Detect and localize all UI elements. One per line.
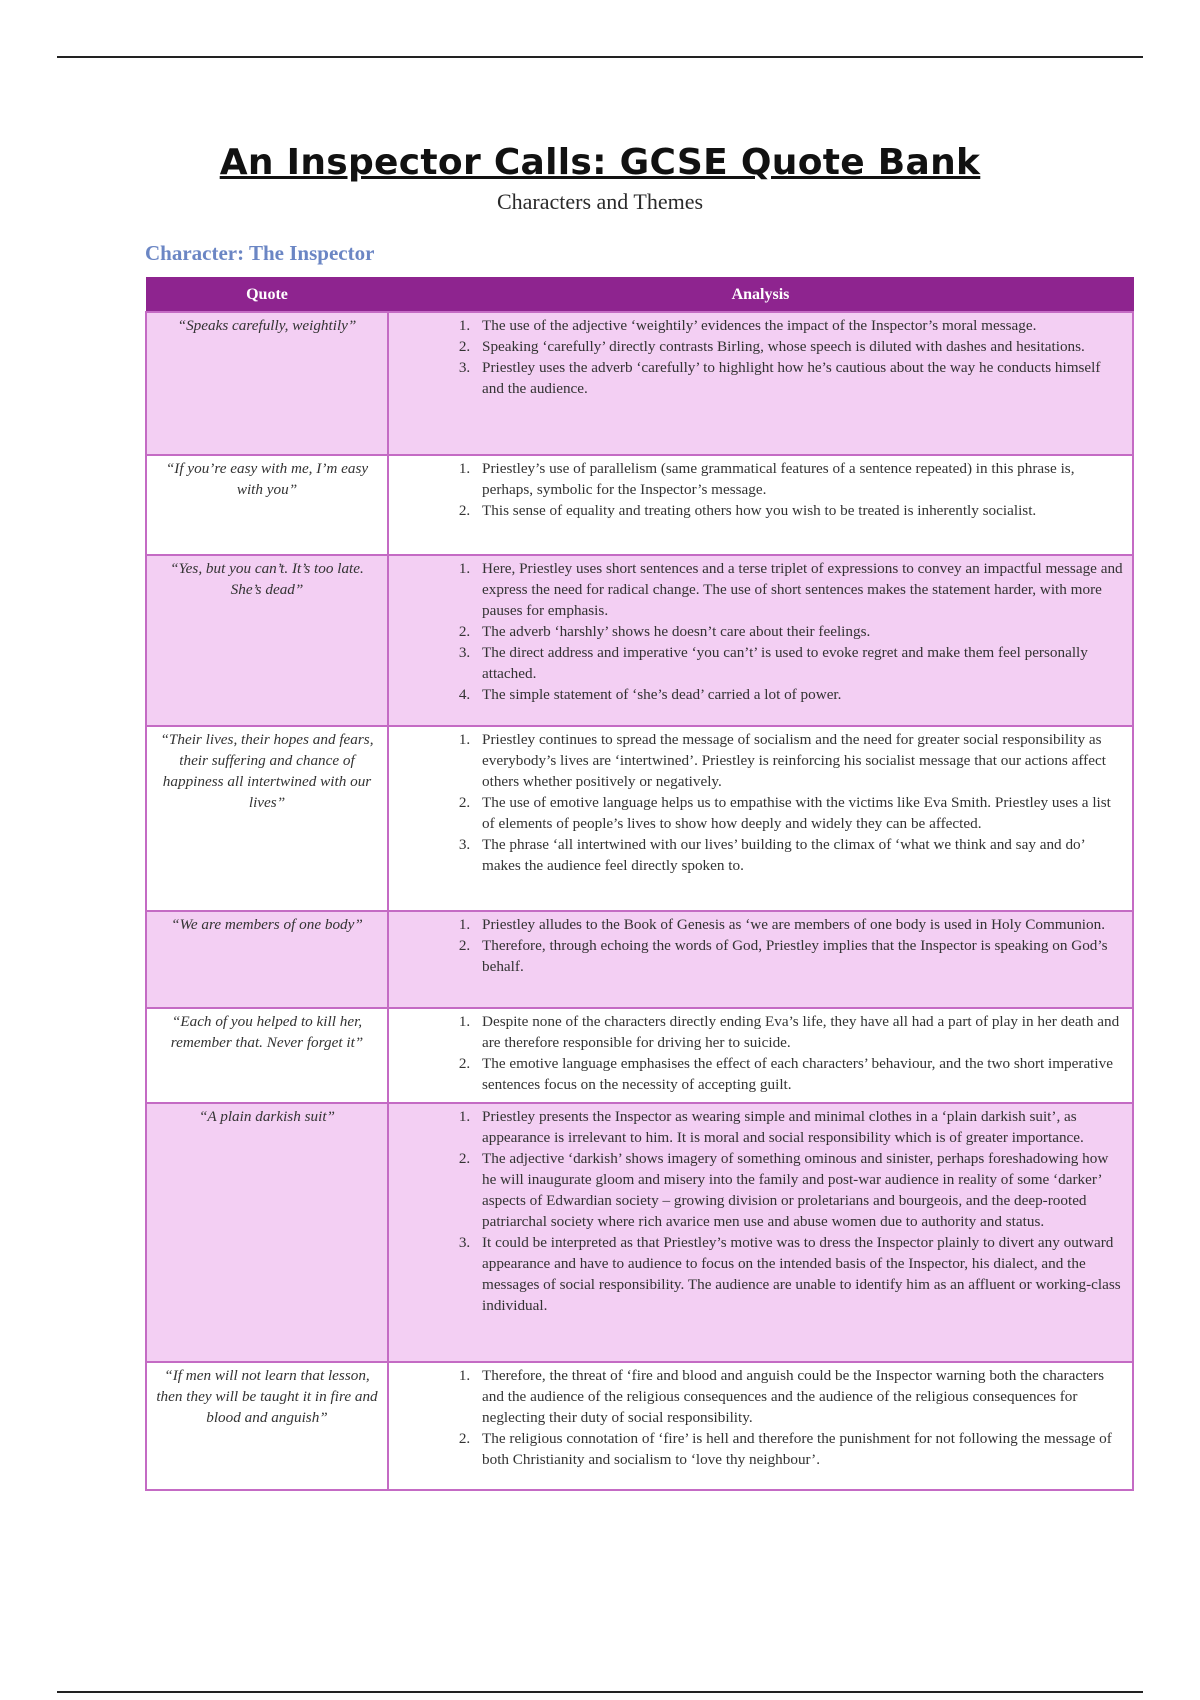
analysis-point: 2. The religious connotation of ‘fire’ is hell and therefore the punishment for not following the message of both Christianity and socialism to ‘love thy neighbour’. <box>474 1428 1126 1470</box>
quote-cell: “We are members of one body” <box>146 911 388 1008</box>
table-header-row <box>146 278 1133 313</box>
column-header-analysis: Analysis <box>388 278 1133 313</box>
table-row <box>146 1362 1133 1490</box>
page-subtitle: Characters and Themes <box>496 189 704 214</box>
analysis-point: 3. The direct address and imperative ‘you can’t’ is used to evoke regret and make them feel personally attached. <box>474 642 1126 684</box>
analysis-point: 1. Therefore, the threat of ‘fire and blood and anguish could be the Inspector warning both the characters and the audience of the religious consequences and the audience of the religious consequences for neglecting their duty of social responsibility. <box>474 1365 1126 1428</box>
section-heading: Character: The Inspector <box>145 241 375 265</box>
quote-cell: “Yes, but you can’t. It’s too late. She’s dead” <box>146 555 388 726</box>
analysis-cell <box>388 911 1133 1008</box>
analysis-point: 2. The adverb ‘harshly’ shows he doesn’t care about their feelings. <box>474 621 1126 642</box>
analysis-cell <box>388 555 1133 726</box>
analysis-point: 1. Priestley’s use of parallelism (same grammatical features of a sentence repeated) in this phrase is, perhaps, symbolic for the Inspector’s message. <box>474 458 1126 500</box>
analysis-point: 1. Priestley continues to spread the message of socialism and the need for greater social responsibility as everybody’s lives are ‘intertwined’. Priestley is reinforcing his socialist message that our actions affect others whether positively or negatively. <box>474 729 1126 792</box>
analysis-cell <box>388 312 1133 455</box>
analysis-point: 2. Speaking ‘carefully’ directly contrasts Birling, whose speech is diluted with dashes and hesitations. <box>474 336 1126 357</box>
table-row <box>146 1103 1133 1362</box>
analysis-cell <box>388 1008 1133 1103</box>
analysis-list <box>395 729 1126 876</box>
analysis-list <box>395 1011 1126 1095</box>
column-header-quote: Quote <box>146 278 388 313</box>
quote-cell: “A plain darkish suit” <box>146 1103 388 1362</box>
analysis-cell <box>388 726 1133 911</box>
analysis-point: 1. Priestley alludes to the Book of Genesis as ‘we are members of one body is used in Holy Communion. <box>474 914 1126 935</box>
page-title: An Inspector Calls: GCSE Quote Bank <box>219 142 981 183</box>
quote-bank-table <box>145 277 1134 1491</box>
analysis-point: 1. Priestley presents the Inspector as wearing simple and minimal clothes in a ‘plain darkish suit’, as appearance is irrelevant to him. It is moral and social responsibility which is of greater importance. <box>474 1106 1126 1148</box>
table-row <box>146 555 1133 726</box>
analysis-point: 2. This sense of equality and treating others how you wish to be treated is inherently socialist. <box>474 500 1126 521</box>
analysis-list <box>395 458 1126 521</box>
analysis-point: 4. The simple statement of ‘she’s dead’ carried a lot of power. <box>474 684 1126 705</box>
quote-cell: “If men will not learn that lesson, then they will be taught it in fire and blood and anguish” <box>146 1362 388 1490</box>
analysis-list <box>395 1365 1126 1470</box>
analysis-cell <box>388 1103 1133 1362</box>
analysis-cell <box>388 1362 1133 1490</box>
table-row <box>146 455 1133 555</box>
analysis-point: 2. The emotive language emphasises the effect of each characters’ behaviour, and the two short imperative sentences focus on the necessity of accepting guilt. <box>474 1053 1126 1095</box>
analysis-point: 2. The use of emotive language helps us to empathise with the victims like Eva Smith. Priestley uses a list of elements of people’s lives to show how deeply and widely they can be affected. <box>474 792 1126 834</box>
analysis-point: 3. It could be interpreted as that Priestley’s motive was to dress the Inspector plainly to divert any outward appearance and have to audience to focus on the intended basis of the Inspector, his dialect, and the messages of social responsibility. The audience are unable to identify him as an affluent or working-class individual. <box>474 1232 1126 1316</box>
quote-cell: “Their lives, their hopes and fears, their suffering and chance of happiness all intertwined with our lives” <box>146 726 388 911</box>
top-rule <box>57 56 1143 58</box>
analysis-point: 3. The phrase ‘all intertwined with our lives’ building to the climax of ‘what we think and say and do’ makes the audience feel directly spoken to. <box>474 834 1126 876</box>
analysis-point: 1. The use of the adjective ‘weightily’ evidences the impact of the Inspector’s moral message. <box>474 315 1126 336</box>
table-row <box>146 1008 1133 1103</box>
bottom-rule <box>57 1691 1143 1693</box>
analysis-point: 2. Therefore, through echoing the words of God, Priestley implies that the Inspector is speaking on God’s behalf. <box>474 935 1126 977</box>
table-row <box>146 726 1133 911</box>
analysis-list <box>395 914 1126 977</box>
analysis-point: 1. Here, Priestley uses short sentences and a terse triplet of expressions to convey an impactful message and express the need for radical change. The use of short sentences makes the statement harder, with more pauses for emphasis. <box>474 558 1126 621</box>
table-row <box>146 312 1133 455</box>
analysis-point: 1. Despite none of the characters directly ending Eva’s life, they have all had a part of play in her death and are therefore responsible for driving her to suicide. <box>474 1011 1126 1053</box>
analysis-list <box>395 315 1126 399</box>
analysis-point: 2. The adjective ‘darkish’ shows imagery of something ominous and sinister, perhaps foreshadowing how he will inaugurate gloom and misery into the family and post-war audience in reality of some ‘darker’ aspects of Edwardian society – growing division or proletarians and bourgeois, and the deep-rooted patriarchal society where rich avarice men use and abuse women due to authority and status. <box>474 1148 1126 1232</box>
analysis-point: 3. Priestley uses the adverb ‘carefully’ to highlight how he’s cautious about the way he conducts himself and the audience. <box>474 357 1126 399</box>
quote-cell: “If you’re easy with me, I’m easy with you” <box>146 455 388 555</box>
analysis-list <box>395 1106 1126 1316</box>
quote-cell: “Each of you helped to kill her, remember that. Never forget it” <box>146 1008 388 1103</box>
analysis-cell <box>388 455 1133 555</box>
table-row <box>146 911 1133 1008</box>
quote-cell: “Speaks carefully, weightily” <box>146 312 388 455</box>
analysis-list <box>395 558 1126 705</box>
